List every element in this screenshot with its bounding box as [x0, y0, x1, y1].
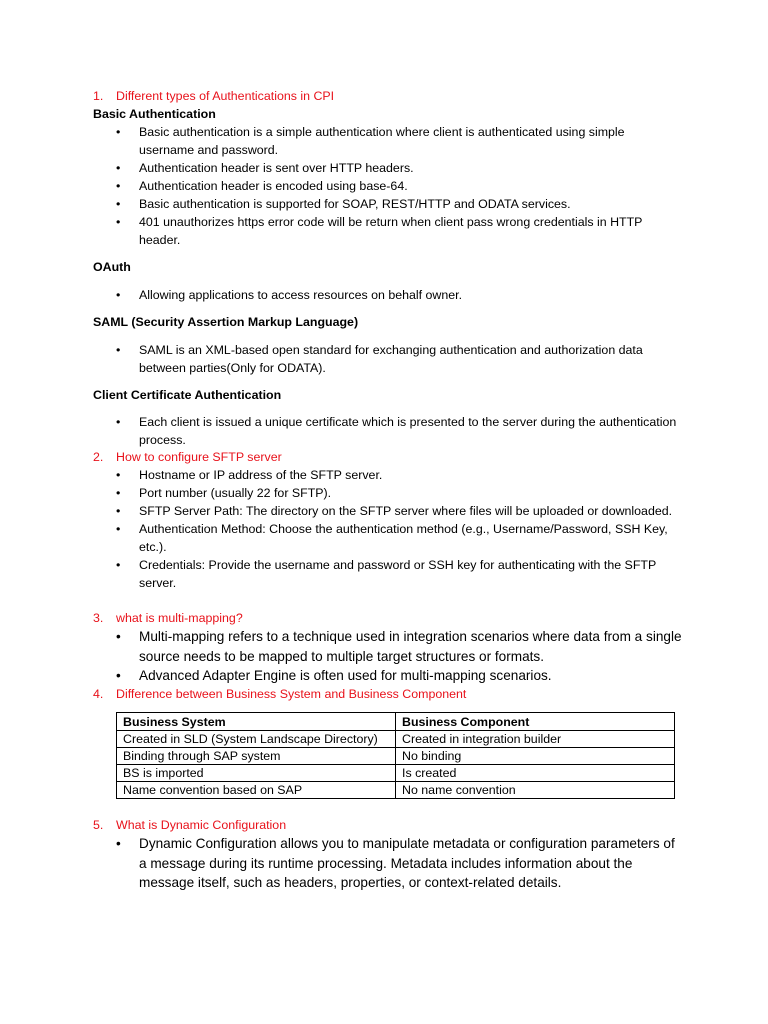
list-item: • 401 unauthorizes https error code will be return when client pass wrong credentials in HTTP header. — [93, 213, 683, 249]
table-cell: Name convention based on SAP — [117, 782, 396, 799]
section-3-heading — [93, 609, 243, 627]
table-row — [117, 765, 675, 782]
oauth-list — [93, 286, 683, 304]
list-item: • Hostname or IP address of the SFTP server. — [93, 466, 683, 484]
sftp-list — [93, 466, 683, 592]
comparison-table — [116, 712, 675, 799]
section-1-number: 1. — [93, 89, 104, 103]
section-5-title: What is Dynamic Configuration — [116, 818, 287, 832]
list-item: • SAML is an XML-based open standard for exchanging authentication and authorization data between parties(Only for ODATA). — [93, 341, 683, 377]
table-row — [117, 731, 675, 748]
table-cell: BS is imported — [117, 765, 396, 782]
table-cell: Created in SLD (System Landscape Directory) — [117, 731, 396, 748]
list-item: • Authentication Method: Choose the authentication method (e.g., Username/Password, SSH Key, etc.). — [93, 520, 683, 556]
section-4-heading — [93, 685, 466, 703]
section-3-number: 3. — [93, 611, 104, 625]
table-cell: No binding — [396, 748, 675, 765]
section-1-heading — [93, 87, 334, 105]
section-2-heading — [93, 448, 282, 466]
client-cert-heading: Client Certificate Authentication — [93, 388, 282, 402]
section-4-title: Difference between Business System and Business Component — [116, 687, 467, 701]
section-2-title: How to configure SFTP server — [116, 450, 282, 464]
table-cell: Binding through SAP system — [117, 748, 396, 765]
table-cell: Created in integration builder — [396, 731, 675, 748]
table-cell: Is created — [396, 765, 675, 782]
list-item: • Allowing applications to access resources on behalf owner. — [93, 286, 683, 304]
saml-heading: SAML (Security Assertion Markup Language) — [93, 315, 359, 329]
section-3-title: what is multi-mapping? — [116, 611, 243, 625]
multi-mapping-list — [93, 627, 683, 686]
section-5-number: 5. — [93, 818, 104, 832]
section-4-number: 4. — [93, 687, 104, 701]
client-cert-list — [93, 413, 683, 449]
list-item: • Credentials: Provide the username and password or SSH key for authenticating with the SFTP server. — [93, 556, 683, 592]
basic-auth-list — [93, 123, 683, 249]
saml-list — [93, 341, 683, 377]
list-item: • Basic authentication is a simple authentication where client is authenticated using simple username and password. — [93, 123, 683, 159]
list-item: • Advanced Adapter Engine is often used for multi-mapping scenarios. — [93, 666, 683, 686]
table-header-cell: Business Component — [396, 713, 675, 731]
dynamic-config-list — [93, 834, 683, 893]
list-item: • Dynamic Configuration allows you to manipulate metadata or configuration parameters of a message during its runtime processing. Metadata includes information about the message itself, such as headers, properties, or context-related details. — [93, 834, 683, 893]
section-2-number: 2. — [93, 450, 104, 464]
list-item: • Multi-mapping refers to a technique used in integration scenarios where data from a single source needs to be mapped to multiple target structures or formats. — [93, 627, 683, 666]
table-header-cell: Business System — [117, 713, 396, 731]
table-header-row — [117, 713, 675, 731]
list-item: • Basic authentication is supported for SOAP, REST/HTTP and ODATA services. — [93, 195, 683, 213]
list-item: • Port number (usually 22 for SFTP). — [93, 484, 683, 502]
list-item: • Authentication header is encoded using base-64. — [93, 177, 683, 195]
list-item: • Authentication header is sent over HTTP headers. — [93, 159, 683, 177]
section-5-heading — [93, 816, 286, 834]
section-1-title: Different types of Authentications in CPI — [116, 89, 335, 103]
list-item: • Each client is issued a unique certificate which is presented to the server during the authentication process. — [93, 413, 683, 449]
table-cell: No name convention — [396, 782, 675, 799]
oauth-heading: OAuth — [93, 260, 131, 274]
table-row — [117, 782, 675, 799]
list-item: • SFTP Server Path: The directory on the SFTP server where files will be uploaded or downloaded. — [93, 502, 683, 520]
table-row — [117, 748, 675, 765]
basic-auth-heading: Basic Authentication — [93, 107, 216, 121]
